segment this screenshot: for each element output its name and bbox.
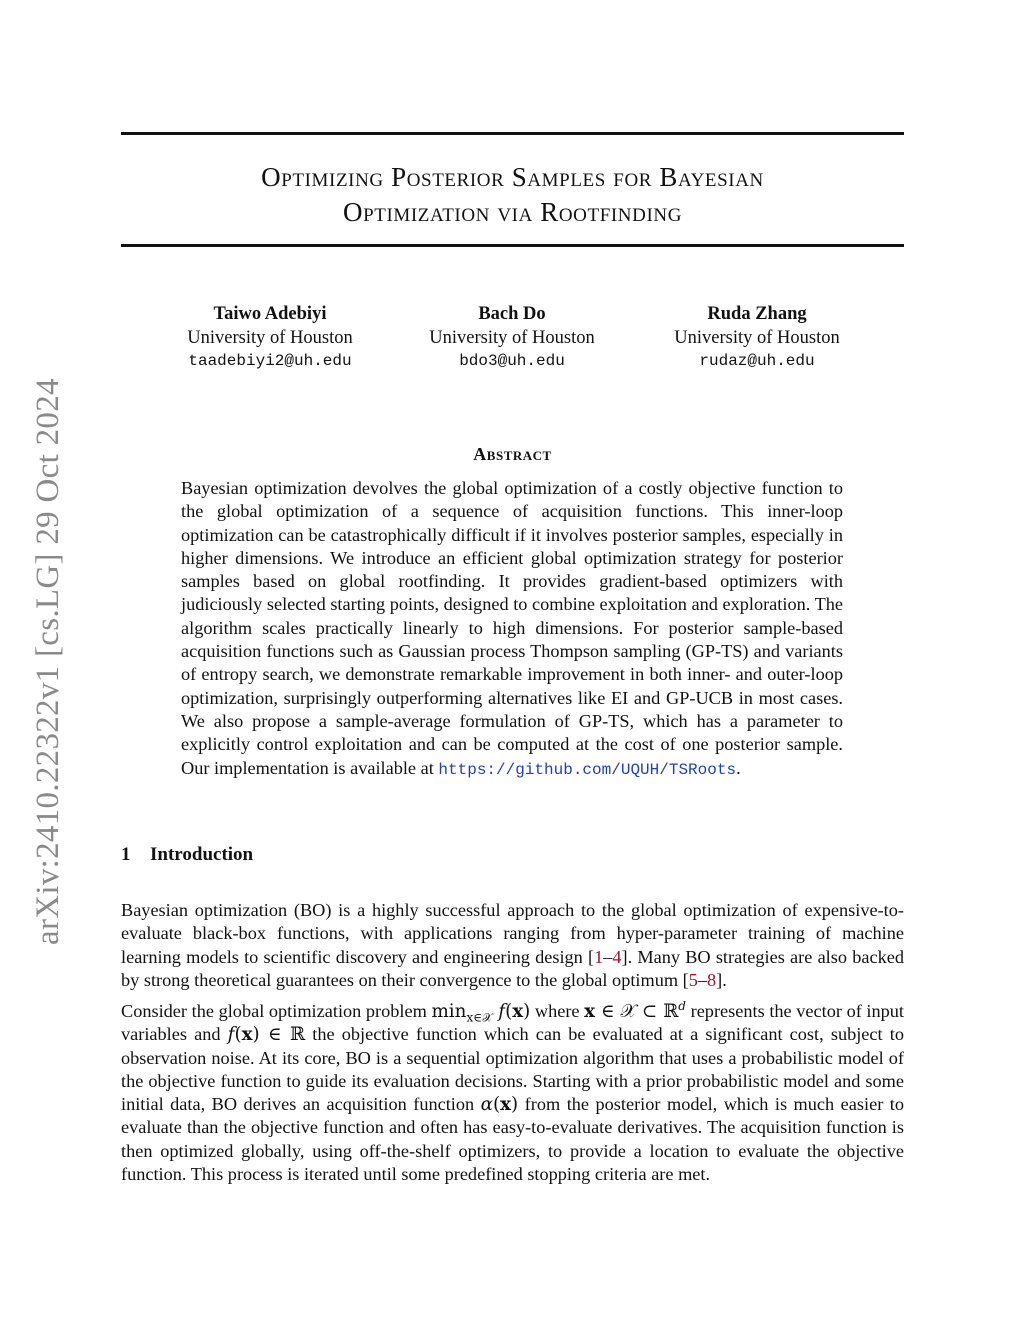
para-text: from the posterior model, which is much easier to evaluate than the objective function and often has easy-to-evaluate derivatives. The acquisition function is then optimized globally, using off-the-shelf optimizers, to provide a location to evaluate the objective function. This process is iterated until some predefined stopping criteria are met. [121,1094,904,1185]
author-2 [397,303,627,374]
math-min: $\min_{x\in 𝒳} f(x)$ [431,1001,531,1025]
abstract-text: Bayesian optimization devolves the global optimization of a costly objective function to the global optimization of a sequence of acquisition functions. This inner-loop optimization can be catastrophically difficult if it involves posterior samples, especially in higher dimensions. We introduce an efficient global optimization strategy for posterior samples based on global rootfinding. It provides gradient-based optimizers with judiciously selected starting points, designed to combine exploitation and exploration. The algorithm scales practically linearly to high dimensions. For posterior sample-based acquisition functions such as Gaussian process Thompson sampling (GP-TS) and variants of entropy search, we demonstrate remarkable improvement in both inner- and outer-loop optimization, surprisingly outperforming alternatives like EI and GP-UCB in most cases. We also propose a sample-average formulation of GP-TS, which has a parameter to explicitly control exploitation and can be computed at the cost of one posterior sample. Our implementation is available at [181,478,843,778]
section-title: Introduction [150,844,254,865]
para-text: the objective function which can be evaluated at a significant cost, subject to observation noise. At its core, BO is a sequential optimization algorithm that uses a probabilistic model of the objective function to guide its evaluation decisions. Starting with a prior probabilistic model and some initial data, BO derives an acquisition function [121,1024,904,1115]
math-d: d [678,998,686,1013]
author-email[interactable]: bdo3@uh.edu [459,352,565,370]
author-email[interactable]: taadebiyi2@uh.edu [188,352,352,370]
author-affiliation: University of Houston [187,327,353,348]
abstract-body [181,477,843,782]
author-name: Taiwo Adebiyi [213,304,327,324]
math-min-op: min [431,1001,467,1022]
para-text: ]. Many BO strategies are also backed by strong theoretical guarantees on their convergence to the global optimum [ [121,946,904,990]
section-heading [121,844,253,866]
citation-link[interactable]: 1 [594,946,604,967]
citation-link[interactable]: 4 [612,946,622,967]
math-f: f [498,1001,506,1022]
author-block [121,303,904,383]
citation-dash: – [697,969,708,990]
author-affiliation: University of Houston [674,327,840,348]
abstract-heading: Abstract [473,444,552,464]
title-rule-top [121,132,904,135]
math-objective: f(x) ∈ ℝ [227,1024,306,1046]
title-line-1: Optimizing Posterior Samples for Bayesian [261,162,764,192]
math-min-subscript: x∈𝒳 [466,1010,493,1025]
citation-dash: – [603,946,613,967]
math-x: x [512,1001,524,1022]
author-name: Bach Do [478,304,546,324]
math-acquisition: α(x) [480,1094,519,1116]
github-link[interactable]: https://github.com/UQUH/TSRoots [438,760,737,779]
math-real: ∈ ℝ [259,1024,306,1046]
para-text: where [530,1001,585,1021]
math-x: x [241,1024,253,1046]
citation-link[interactable]: 5 [688,969,698,990]
title-rule-bottom [121,244,904,247]
intro-paragraph-2 [121,1000,904,1186]
para-text: represents the vector of input variables and [121,1001,905,1045]
para-text: ]. [716,969,727,990]
author-email[interactable]: rudaz@uh.edu [699,352,815,370]
author-1 [155,303,385,374]
section-number: 1 [121,844,131,865]
author-3 [642,303,872,374]
title-line-2: Optimization via Rootfinding [342,197,683,227]
author-affiliation: University of Houston [429,327,595,348]
math-set: ∈ 𝒳 ⊂ ℝ [595,1001,679,1022]
author-name: Ruda Zhang [707,304,807,324]
math-f: f [227,1024,235,1046]
math-alpha: α [480,1094,493,1116]
intro-paragraph-1 [121,899,904,992]
para-text: Bayesian optimization (BO) is a highly successful approach to the global optimization of expensive-to-evaluate black-box functions, with applications ranging from hyper-parameter training of machine learning models to scientific discovery and engineering design [ [121,900,904,967]
citation-link[interactable]: 8 [707,969,717,990]
paper-title [121,160,904,230]
math-x: x [584,1001,596,1022]
math-domain [584,998,686,1022]
math-x: x [500,1094,512,1116]
abstract-end: . [736,757,741,778]
para-text: Consider the global optimization problem [121,1001,432,1021]
arxiv-stamp: arXiv:2410.22322v1 [cs.LG] 29 Oct 2024 [30,378,66,945]
